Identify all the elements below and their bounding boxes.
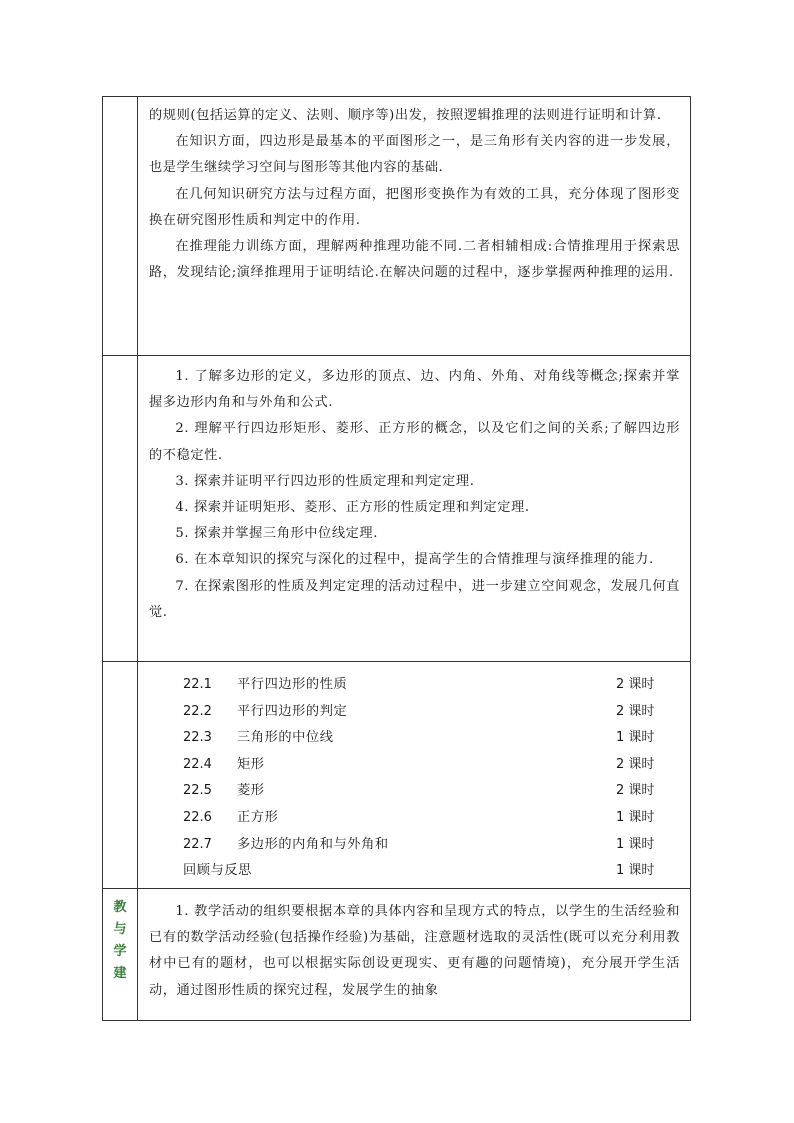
suggestion-paragraph: 1. 教学活动的组织要根据本章的具体内容和呈现方式的特点，以学生的生活经验和已有的数学活动经验(包括操作经验)为基础，注意题材选取的灵活性(既可以充分利用教材中已有的题材，也可以根据实际创设更现实、更有趣的问题情境)，充分展开学生活动，通过图形性质的探究过程，发展学生的抽象 xyxy=(149,904,680,998)
list-item xyxy=(149,778,680,805)
section-number: 22.5 xyxy=(183,783,212,799)
section-title: 平行四边形的性质 xyxy=(237,677,348,692)
objective-item: 1. 了解多边形的定义，多边形的顶点、边、内角、外角、对角线等概念;探索并掌握多边形内角和与外角和公式. xyxy=(149,369,680,411)
content-analysis-cell xyxy=(138,97,690,355)
section-number: 22.1 xyxy=(183,677,212,692)
table-row-teaching-suggestions xyxy=(103,888,690,1020)
objective-item: 6. 在本章知识的探究与深化的过程中，提高学生的合情推理与演绎推理的能力. xyxy=(175,552,654,568)
class-hours: 1 课时 xyxy=(616,863,655,879)
table-row-content-analysis xyxy=(103,97,690,355)
class-hours: 2 课时 xyxy=(616,783,655,799)
table-row-objectives xyxy=(103,355,690,661)
list-item xyxy=(149,832,680,859)
side-label-char: 与 xyxy=(113,922,127,937)
row-header-cell xyxy=(103,356,138,661)
side-label-char: 教 xyxy=(113,900,127,915)
section-number: 22.7 xyxy=(183,836,212,852)
schedule-cell xyxy=(138,662,690,888)
objective-item: 2. 理解平行四边形矩形、菱形、正方形的概念，以及它们之间的关系;了解四边形的不稳定性. xyxy=(149,421,680,463)
class-hours: 1 课时 xyxy=(616,809,655,825)
section-number: 22.6 xyxy=(183,809,212,825)
lesson-plan-table xyxy=(102,96,691,1021)
class-hours: 1 课时 xyxy=(616,836,655,852)
section-number: 22.2 xyxy=(183,703,212,719)
list-item xyxy=(149,725,680,752)
class-hours: 2 课时 xyxy=(616,756,655,772)
side-label-char: 学 xyxy=(113,944,127,959)
list-item-review xyxy=(149,858,680,885)
teaching-suggestions-label xyxy=(103,889,138,1020)
class-hours: 2 课时 xyxy=(616,677,655,692)
paragraph-logic-rules: 的规则(包括运算的定义、法则、顺序等)出发，按照逻辑推理的法则进行证明和计算. xyxy=(149,108,662,123)
section-title: 平行四边形的判定 xyxy=(237,703,348,719)
section-title: 三角形的中位线 xyxy=(237,730,334,746)
list-item xyxy=(149,699,680,726)
paragraph-methods: 在几何知识研究方法与过程方面，把图形变换作为有效的工具，充分体现了图形变换在研究图形性质和判定中的作用. xyxy=(149,186,680,228)
objective-item: 3. 探索并证明平行四边形的性质定理和判定定理. xyxy=(175,473,475,489)
table-row-schedule xyxy=(103,661,690,888)
class-hours: 1 课时 xyxy=(616,730,655,746)
section-number: 22.3 xyxy=(183,730,212,746)
section-number: 22.4 xyxy=(183,756,212,772)
objective-item: 4. 探索并证明矩形、菱形、正方形的性质定理和判定定理. xyxy=(175,500,530,516)
section-title: 矩形 xyxy=(237,756,265,772)
list-item xyxy=(149,672,680,699)
paragraph-knowledge: 在知识方面，四边形是最基本的平面图形之一，是三角形有关内容的进一步发展，也是学生继续学习空间与图形等其他内容的基础. xyxy=(149,134,680,176)
section-title: 菱形 xyxy=(237,783,265,799)
objective-item: 7. 在探索图形的性质及判定定理的活动过程中，进一步建立空间观念，发展几何直觉. xyxy=(149,578,680,620)
section-title: 回顾与反思 xyxy=(183,863,252,879)
section-title: 多边形的内角和与外角和 xyxy=(237,836,389,852)
paragraph-reasoning: 在推理能力训练方面，理解两种推理功能不同.二者相辅相成:合情推理用于探索思路，发现结论;演绎推理用于证明结论.在解决问题的过程中，逐步掌握两种推理的运用. xyxy=(149,239,680,281)
lesson-schedule-list xyxy=(149,672,680,885)
side-label-char: 建 xyxy=(113,966,127,981)
list-item xyxy=(149,805,680,832)
list-item xyxy=(149,752,680,779)
teaching-suggestions-cell xyxy=(138,889,690,1020)
class-hours: 2 课时 xyxy=(616,703,655,719)
section-title: 正方形 xyxy=(237,809,279,825)
objectives-cell xyxy=(138,356,690,661)
objective-item: 5. 探索并掌握三角形中位线定理. xyxy=(175,526,378,542)
row-header-cell xyxy=(103,662,138,888)
row-header-cell xyxy=(103,97,138,355)
